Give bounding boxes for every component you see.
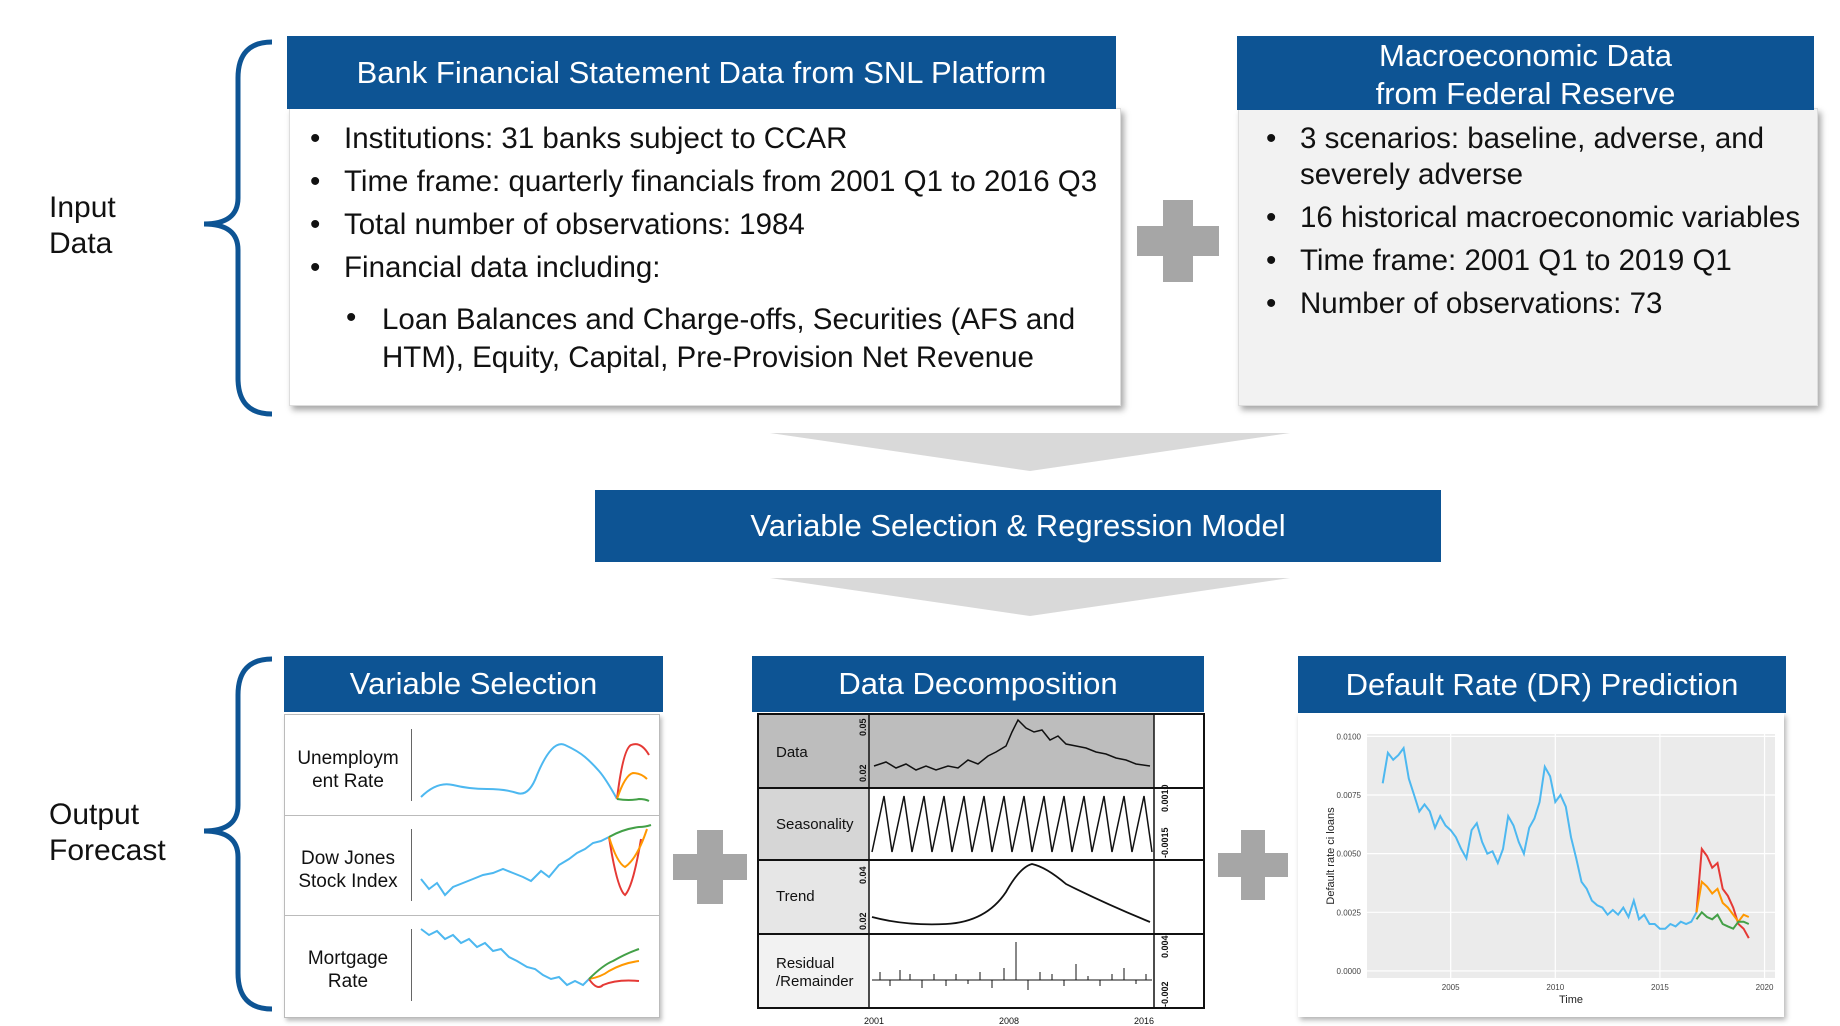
macro-box-title: Macroeconomic Data from Federal Reserve [1237,36,1814,110]
flow-arrow-down [770,578,1290,623]
macro-bullet-item: • Number of observations: 73 [1266,287,1663,320]
variable-selection-title: Variable Selection [284,656,663,712]
variable-row-label: Unemploym ent Rate [297,748,399,792]
decomposition-side-tick: 0.05 [858,718,868,736]
decomposition-row-label: Seasonality [776,816,854,833]
decomposition-row-label: Residual [776,955,835,972]
variable-row [285,815,659,916]
bank-bullet-item: • Institutions: 31 banks subject to CCAR [310,122,848,155]
dr-x-tick-label: 2005 [1441,983,1460,992]
decomposition-x-tick: 2016 [1134,1016,1155,1026]
plus-icon [673,830,747,904]
output-bracket [200,655,280,1015]
bank-sub-bullet: • Loan Balances and Charge-offs, Securities (AFS and HTM), Equity, Capital, Pre-Provision Net Revenue [382,301,1075,377]
bank-bullet-item: • Total number of observations: 1984 [310,208,805,241]
input-data-label: Input Data [49,191,116,260]
dr-y-tick-label: 0.0000 [1336,966,1361,976]
decomposition-x-tick: 2008 [999,1016,1020,1026]
dr-prediction-chart [1298,713,1784,1017]
dow-jones-sparkline [417,819,653,911]
bank-bullets [310,121,1098,286]
decomposition-title: Data Decomposition [752,656,1204,712]
dr-x-tick-label: 2015 [1651,983,1669,992]
decomposition-row-label: /Remainder [776,973,854,990]
mortgage-rate-sparkline [417,919,653,1011]
bank-sub-bullet-line: Loan Balances and Charge-offs, Securities (AFS and [382,303,1076,336]
variable-row-label: Dow Jones Stock Index [298,848,398,892]
decomposition-side-tick: 0.0010 [1160,784,1170,812]
decomposition-row-label: Data [776,744,808,761]
decomposition-plot [756,712,1208,1026]
decomposition-side-tick: -0.002 [1160,981,1170,1007]
dr-x-tick-label: 2010 [1546,983,1565,992]
decomposition-x-tick: 2001 [864,1016,885,1026]
variable-row [285,715,659,816]
variable-selection-panel [284,714,660,1018]
macro-bullets [1266,121,1801,322]
macro-bullet-item: • Time frame: 2001 Q1 to 2019 Q1 [1266,244,1732,277]
decomposition-side-tick: 0.04 [858,866,868,884]
bank-bullet-item: • Time frame: quarterly financials from 2001 Q1 to 2016 Q3 [310,165,1098,198]
bank-data-box [289,108,1121,406]
macro-bullet-item: • 3 scenarios: baseline, adverse, and severely adverse [1266,122,1765,191]
decomposition-side-tick: -0.0015 [1160,827,1170,858]
dr-y-tick-label: 0.0025 [1336,908,1361,918]
dr-x-tick-label: 2020 [1755,983,1774,992]
input-bracket [200,38,280,418]
decomposition-side-tick: 0.02 [858,764,868,782]
bank-bullet-item: • Financial data including: [310,251,661,284]
macro-data-box [1238,108,1818,406]
plus-icon [1218,830,1288,900]
plus-icon [1137,200,1219,282]
variable-row [285,915,659,1015]
dr-y-tick-label: 0.0100 [1336,732,1361,742]
macro-bullet-item: • 16 historical macroeconomic variables [1266,201,1801,234]
decomposition-side-tick: 0.02 [858,912,868,930]
decomposition-row-label: Trend [776,888,815,905]
flow-arrow-down [770,433,1290,478]
dr-y-tick-label: 0.0050 [1336,849,1361,859]
decomposition-side-tick: 0.004 [1160,935,1170,958]
dr-y-tick-label: 0.0075 [1336,791,1361,800]
dr-y-axis-label: Default rate ci loans [1325,807,1337,905]
variable-row-label: Mortgage Rate [307,948,389,992]
dr-prediction-title: Default Rate (DR) Prediction [1298,656,1786,713]
bank-box-title: Bank Financial Statement Data from SNL Platform [287,36,1116,109]
unemployment-sparkline [417,719,653,811]
bank-sub-bullet-line: HTM), Equity, Capital, Pre-Provision Net Revenue [382,341,1034,374]
output-forecast-label: Output Forecast [49,798,166,867]
dr-x-axis-label: Time [1558,994,1584,1006]
model-title: Variable Selection & Regression Model [595,490,1441,562]
